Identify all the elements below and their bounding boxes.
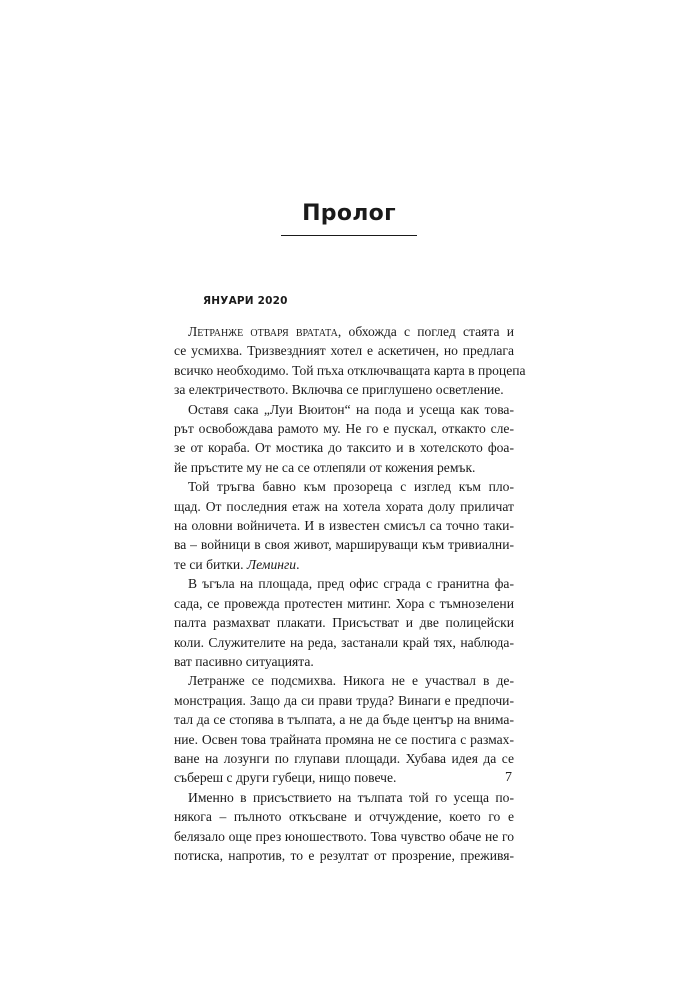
- title-underline: [281, 235, 417, 236]
- text-line: ват пасивно ситуацията.: [174, 653, 314, 669]
- text-line: В ъгъла на площада, пред офис сграда с гранитна фа-: [188, 576, 514, 592]
- text-line: сада, се провежда протестен митинг. Хора с тъмнозелени: [174, 595, 514, 611]
- text-line: ва – войници в своя живот, маршируващи към тривиални-: [174, 537, 514, 553]
- italic-word: Леминги: [246, 556, 297, 572]
- text-line: Той тръгва бавно към прозореца с изглед към пло-: [188, 479, 514, 495]
- section-date: ЯНУАРИ 2020: [203, 295, 288, 307]
- text-line: йе пръстите му не са се отлепяли от кожения ремък.: [174, 459, 476, 475]
- text-line: на оловни войничета. И в известен смисъл са точно таки-: [174, 518, 514, 534]
- lead-words: Летранже отваря вратата: [188, 324, 338, 339]
- text-line: тал да се стопява в тълпата, а не да бъде център на внима-: [174, 712, 514, 728]
- text-line: Летранже се подсмихва. Никога не е участвал в де-: [188, 673, 514, 689]
- text-line: потиска, напротив, то е резултат от прозрение, преживя-: [174, 847, 514, 863]
- text-line: белязало още през юношеството. Това чувство обаче не го: [174, 828, 514, 844]
- body-text: [174, 322, 526, 865]
- text-line: Летранже отваря вратата, обхожда с поглед стаята и: [188, 324, 514, 339]
- text-line: някога – пълното откъсване и отчуждение, което го е: [174, 809, 514, 825]
- text-line: ване на лозунги по глупави площади. Хубава идея да се: [174, 750, 514, 766]
- text-line: Именно в присъствието на тълпата той го усеща по-: [188, 789, 514, 805]
- chapter-title-block: [281, 200, 417, 228]
- text-line: рът освобождава рамото му. Не го е пускал, откакто сле-: [174, 421, 514, 437]
- page-number: 7: [505, 770, 512, 785]
- text-line: зе от кораба. От мостика до таксито и в хотелското фоа-: [174, 440, 514, 456]
- text-line: се усмихва. Тризвездният хотел е аскетичен, но предлага: [174, 343, 514, 359]
- text-line: ние. Освен това трайната промяна не се постига с размах-: [174, 731, 514, 747]
- text-line: за електричеството. Включва се приглушено осветление.: [174, 382, 504, 398]
- text-line: щад. От последния етаж на хотела хората долу приличат: [174, 498, 514, 514]
- text-line: събереш с други губеци, нищо повече.: [174, 770, 397, 786]
- text-line: монстрация. Защо да си прави труда? Винаги е предпочи-: [174, 692, 514, 708]
- chapter-title: Пролог: [302, 201, 396, 226]
- text-line: Оставя сака „Луи Вюитон“ на пода и усеща как това-: [188, 401, 514, 417]
- text-line: те си битки. Леминги.: [174, 556, 300, 572]
- text-line: коли. Служителите на реда, застанали край тях, наблюда-: [174, 634, 514, 650]
- text-line: всичко необходимо. Той пъха отключващата карта в процепа: [174, 362, 526, 378]
- text-line: палта размахват плакати. Присъстват и две полицейски: [174, 615, 514, 631]
